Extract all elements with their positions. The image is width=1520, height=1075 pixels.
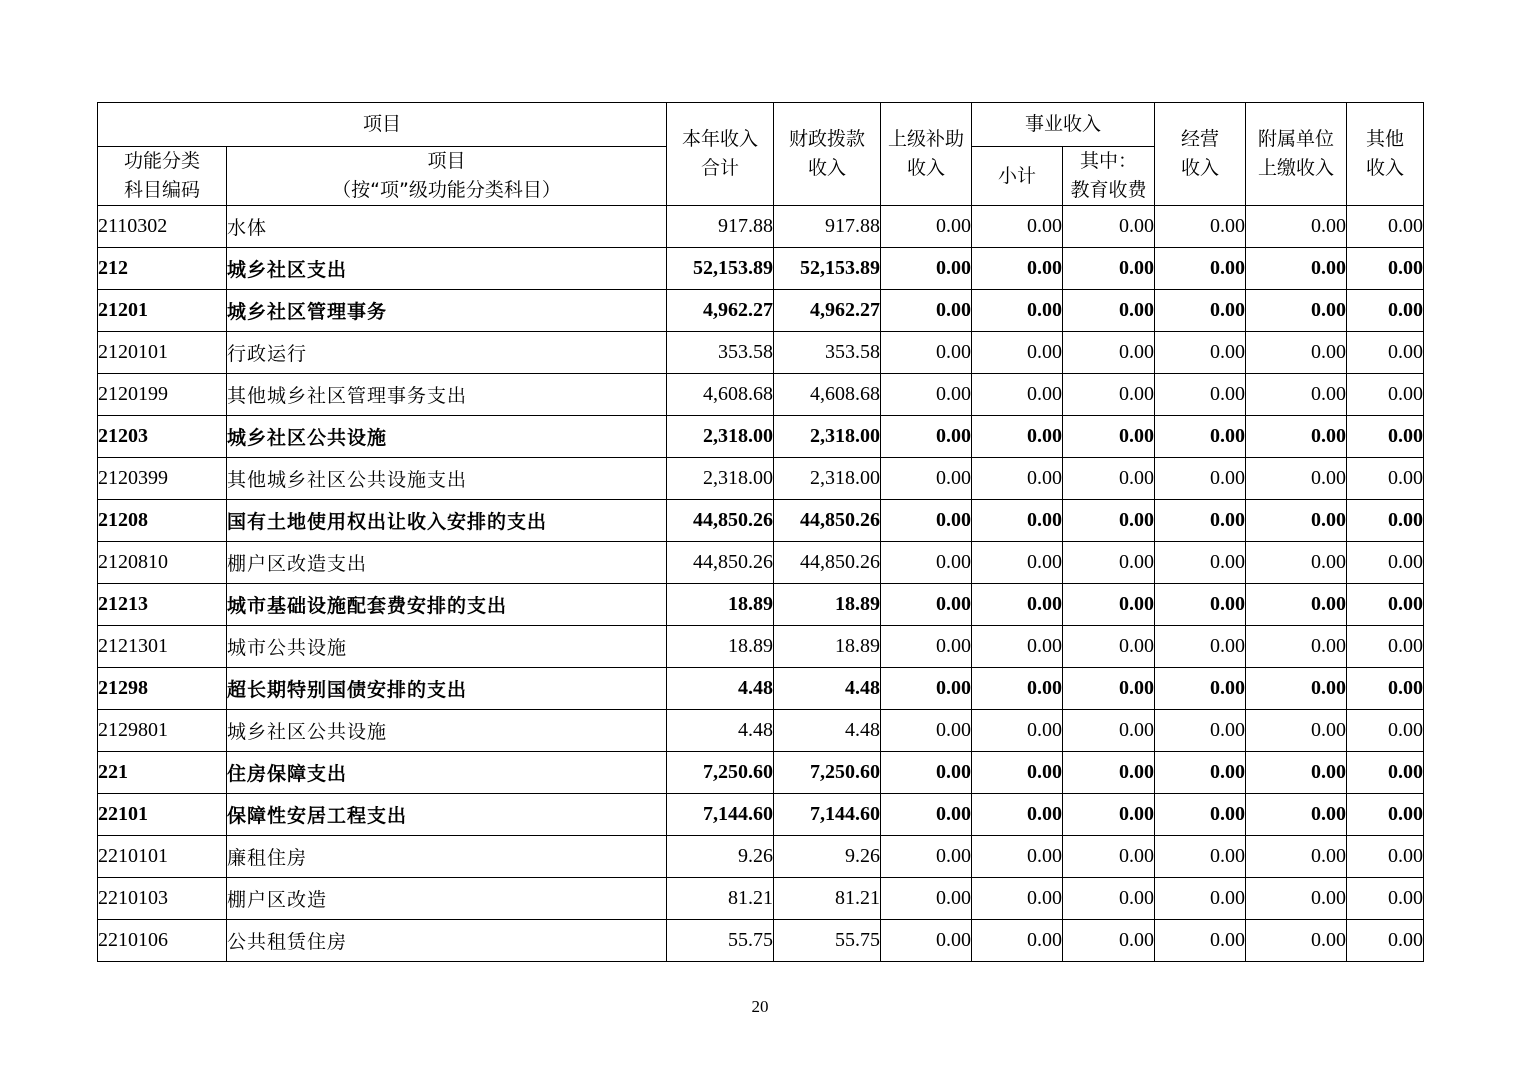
table-row [98, 458, 1424, 500]
cell-other: 0.00 [1347, 500, 1424, 542]
cell-code: 2110302 [98, 206, 227, 248]
cell-superior: 0.00 [881, 836, 972, 878]
cell-superior: 0.00 [881, 500, 972, 542]
table-row [98, 248, 1424, 290]
cell-subtotal: 0.00 [972, 290, 1063, 332]
cell-total: 18.89 [667, 584, 774, 626]
cell-operating: 0.00 [1155, 668, 1246, 710]
cell-other: 0.00 [1347, 794, 1424, 836]
cell-affiliated: 0.00 [1246, 584, 1347, 626]
cell-other: 0.00 [1347, 206, 1424, 248]
cell-operating: 0.00 [1155, 500, 1246, 542]
cell-other: 0.00 [1347, 668, 1424, 710]
cell-code: 2210101 [98, 836, 227, 878]
cell-superior: 0.00 [881, 626, 972, 668]
cell-affiliated: 0.00 [1246, 500, 1347, 542]
cell-operating: 0.00 [1155, 920, 1246, 962]
operating-income-header-line2: 收入 [1181, 157, 1220, 179]
cell-operating: 0.00 [1155, 626, 1246, 668]
cell-name: 其他城乡社区公共设施支出 [227, 458, 667, 500]
cell-superior: 0.00 [881, 668, 972, 710]
cell-subtotal: 0.00 [972, 374, 1063, 416]
cell-other: 0.00 [1347, 416, 1424, 458]
cell-education: 0.00 [1063, 542, 1155, 584]
cell-operating: 0.00 [1155, 794, 1246, 836]
budget-income-table [97, 102, 1424, 962]
cell-superior: 0.00 [881, 794, 972, 836]
other-income-header-line1: 其他 [1366, 128, 1405, 150]
table-row [98, 836, 1424, 878]
cell-subtotal: 0.00 [972, 416, 1063, 458]
table-row [98, 584, 1424, 626]
cell-subtotal: 0.00 [972, 668, 1063, 710]
cell-total: 2,318.00 [667, 416, 774, 458]
cell-fiscal: 44,850.26 [774, 542, 881, 584]
operating-income-header [1155, 103, 1246, 206]
cell-other: 0.00 [1347, 836, 1424, 878]
cell-code: 2210103 [98, 878, 227, 920]
cell-affiliated: 0.00 [1246, 416, 1347, 458]
cell-education: 0.00 [1063, 206, 1155, 248]
cell-code: 2129801 [98, 710, 227, 752]
cell-name: 公共租赁住房 [227, 920, 667, 962]
cell-education: 0.00 [1063, 836, 1155, 878]
table-row [98, 668, 1424, 710]
cell-code: 22101 [98, 794, 227, 836]
cell-other: 0.00 [1347, 584, 1424, 626]
cell-superior: 0.00 [881, 920, 972, 962]
cell-total: 4,608.68 [667, 374, 774, 416]
cell-subtotal: 0.00 [972, 920, 1063, 962]
cell-operating: 0.00 [1155, 332, 1246, 374]
cell-code: 2120101 [98, 332, 227, 374]
cell-operating: 0.00 [1155, 878, 1246, 920]
cell-education: 0.00 [1063, 416, 1155, 458]
cell-fiscal: 917.88 [774, 206, 881, 248]
cell-fiscal: 4,962.27 [774, 290, 881, 332]
cell-superior: 0.00 [881, 710, 972, 752]
cell-education: 0.00 [1063, 332, 1155, 374]
cell-total: 353.58 [667, 332, 774, 374]
subtotal-header: 小计 [972, 147, 1063, 206]
table-row [98, 920, 1424, 962]
cell-affiliated: 0.00 [1246, 248, 1347, 290]
project-group-header: 项目 [98, 103, 667, 147]
table-row [98, 290, 1424, 332]
cell-fiscal: 4.48 [774, 710, 881, 752]
cell-name: 超长期特别国债安排的支出 [227, 668, 667, 710]
cell-other: 0.00 [1347, 878, 1424, 920]
cell-fiscal: 9.26 [774, 836, 881, 878]
cell-total: 44,850.26 [667, 500, 774, 542]
cell-name: 棚户区改造支出 [227, 542, 667, 584]
cell-name: 其他城乡社区管理事务支出 [227, 374, 667, 416]
cell-subtotal: 0.00 [972, 542, 1063, 584]
cell-total: 9.26 [667, 836, 774, 878]
cell-total: 52,153.89 [667, 248, 774, 290]
cell-total: 7,250.60 [667, 752, 774, 794]
cell-name: 城乡社区支出 [227, 248, 667, 290]
cell-subtotal: 0.00 [972, 500, 1063, 542]
cell-total: 81.21 [667, 878, 774, 920]
cell-superior: 0.00 [881, 458, 972, 500]
table-row [98, 626, 1424, 668]
cell-affiliated: 0.00 [1246, 374, 1347, 416]
table-row [98, 752, 1424, 794]
table-row [98, 878, 1424, 920]
cell-name: 城市公共设施 [227, 626, 667, 668]
affiliated-unit-header-line1: 附属单位 [1258, 128, 1335, 150]
table-row [98, 206, 1424, 248]
cell-operating: 0.00 [1155, 458, 1246, 500]
fiscal-appropriation-header-line2: 收入 [808, 157, 847, 179]
cell-affiliated: 0.00 [1246, 836, 1347, 878]
cell-fiscal: 2,318.00 [774, 416, 881, 458]
cell-name: 廉租住房 [227, 836, 667, 878]
cell-other: 0.00 [1347, 290, 1424, 332]
cell-code: 2120199 [98, 374, 227, 416]
cell-affiliated: 0.00 [1246, 794, 1347, 836]
cell-total: 917.88 [667, 206, 774, 248]
cell-operating: 0.00 [1155, 206, 1246, 248]
cell-subtotal: 0.00 [972, 878, 1063, 920]
cell-operating: 0.00 [1155, 290, 1246, 332]
education-fee-header-line1: 其中： [1080, 150, 1138, 172]
business-income-group-header: 事业收入 [972, 103, 1155, 147]
cell-subtotal: 0.00 [972, 206, 1063, 248]
function-code-header [98, 147, 227, 206]
cell-fiscal: 4,608.68 [774, 374, 881, 416]
cell-education: 0.00 [1063, 290, 1155, 332]
cell-subtotal: 0.00 [972, 626, 1063, 668]
fiscal-appropriation-header [774, 103, 881, 206]
cell-total: 4.48 [667, 668, 774, 710]
affiliated-unit-header [1246, 103, 1347, 206]
cell-affiliated: 0.00 [1246, 752, 1347, 794]
cell-fiscal: 52,153.89 [774, 248, 881, 290]
table-row [98, 500, 1424, 542]
cell-operating: 0.00 [1155, 584, 1246, 626]
cell-name: 城市基础设施配套费安排的支出 [227, 584, 667, 626]
cell-total: 44,850.26 [667, 542, 774, 584]
cell-other: 0.00 [1347, 374, 1424, 416]
education-fee-header-line2: 教育收费 [1070, 179, 1147, 201]
page-number: 20 [751, 997, 769, 1016]
cell-superior: 0.00 [881, 206, 972, 248]
cell-education: 0.00 [1063, 752, 1155, 794]
cell-education: 0.00 [1063, 794, 1155, 836]
cell-code: 21203 [98, 416, 227, 458]
table-row [98, 332, 1424, 374]
cell-affiliated: 0.00 [1246, 710, 1347, 752]
cell-name: 住房保障支出 [227, 752, 667, 794]
cell-total: 2,318.00 [667, 458, 774, 500]
cell-total: 4,962.27 [667, 290, 774, 332]
cell-fiscal: 18.89 [774, 626, 881, 668]
cell-subtotal: 0.00 [972, 332, 1063, 374]
cell-fiscal: 44,850.26 [774, 500, 881, 542]
cell-fiscal: 2,318.00 [774, 458, 881, 500]
other-income-header [1347, 103, 1424, 206]
cell-operating: 0.00 [1155, 374, 1246, 416]
total-income-header-line1: 本年收入 [682, 128, 759, 150]
cell-affiliated: 0.00 [1246, 458, 1347, 500]
cell-fiscal: 81.21 [774, 878, 881, 920]
cell-subtotal: 0.00 [972, 752, 1063, 794]
superior-subsidy-header-line2: 收入 [907, 157, 946, 179]
other-income-header-line2: 收入 [1366, 157, 1405, 179]
cell-subtotal: 0.00 [972, 584, 1063, 626]
cell-operating: 0.00 [1155, 752, 1246, 794]
table-row [98, 794, 1424, 836]
fiscal-appropriation-header-line1: 财政拨款 [789, 128, 866, 150]
total-income-header [667, 103, 774, 206]
cell-operating: 0.00 [1155, 542, 1246, 584]
superior-subsidy-header-line1: 上级补助 [888, 128, 965, 150]
item-name-header-line1: 项目 [427, 150, 466, 172]
cell-superior: 0.00 [881, 542, 972, 584]
cell-other: 0.00 [1347, 458, 1424, 500]
cell-superior: 0.00 [881, 248, 972, 290]
cell-code: 221 [98, 752, 227, 794]
cell-education: 0.00 [1063, 248, 1155, 290]
cell-fiscal: 7,144.60 [774, 794, 881, 836]
cell-subtotal: 0.00 [972, 248, 1063, 290]
cell-superior: 0.00 [881, 374, 972, 416]
cell-total: 55.75 [667, 920, 774, 962]
table-row [98, 374, 1424, 416]
table-body [98, 206, 1424, 962]
cell-code: 2120399 [98, 458, 227, 500]
cell-name: 国有土地使用权出让收入安排的支出 [227, 500, 667, 542]
cell-affiliated: 0.00 [1246, 206, 1347, 248]
cell-name: 行政运行 [227, 332, 667, 374]
cell-code: 21208 [98, 500, 227, 542]
function-code-header-line2: 科目编码 [123, 179, 200, 201]
cell-affiliated: 0.00 [1246, 332, 1347, 374]
cell-superior: 0.00 [881, 290, 972, 332]
cell-affiliated: 0.00 [1246, 542, 1347, 584]
cell-total: 18.89 [667, 626, 774, 668]
cell-affiliated: 0.00 [1246, 878, 1347, 920]
cell-other: 0.00 [1347, 710, 1424, 752]
cell-fiscal: 7,250.60 [774, 752, 881, 794]
cell-code: 212 [98, 248, 227, 290]
cell-subtotal: 0.00 [972, 836, 1063, 878]
cell-code: 21298 [98, 668, 227, 710]
cell-education: 0.00 [1063, 584, 1155, 626]
cell-education: 0.00 [1063, 500, 1155, 542]
table-row [98, 542, 1424, 584]
cell-total: 7,144.60 [667, 794, 774, 836]
cell-operating: 0.00 [1155, 248, 1246, 290]
cell-code: 2121301 [98, 626, 227, 668]
cell-name: 城乡社区公共设施 [227, 710, 667, 752]
item-name-header [227, 147, 667, 206]
cell-education: 0.00 [1063, 668, 1155, 710]
cell-education: 0.00 [1063, 920, 1155, 962]
cell-total: 4.48 [667, 710, 774, 752]
cell-other: 0.00 [1347, 626, 1424, 668]
education-fee-header [1063, 147, 1155, 206]
cell-superior: 0.00 [881, 878, 972, 920]
cell-education: 0.00 [1063, 626, 1155, 668]
table-row [98, 710, 1424, 752]
cell-superior: 0.00 [881, 416, 972, 458]
cell-education: 0.00 [1063, 878, 1155, 920]
cell-affiliated: 0.00 [1246, 668, 1347, 710]
cell-other: 0.00 [1347, 248, 1424, 290]
cell-name: 城乡社区公共设施 [227, 416, 667, 458]
cell-superior: 0.00 [881, 752, 972, 794]
cell-affiliated: 0.00 [1246, 290, 1347, 332]
cell-subtotal: 0.00 [972, 794, 1063, 836]
table-row [98, 416, 1424, 458]
cell-education: 0.00 [1063, 458, 1155, 500]
cell-fiscal: 353.58 [774, 332, 881, 374]
cell-affiliated: 0.00 [1246, 626, 1347, 668]
affiliated-unit-header-line2: 上缴收入 [1258, 157, 1335, 179]
cell-name: 水体 [227, 206, 667, 248]
cell-code: 21201 [98, 290, 227, 332]
cell-other: 0.00 [1347, 332, 1424, 374]
cell-name: 保障性安居工程支出 [227, 794, 667, 836]
item-name-header-line2: （按“项”级功能分类科目） [332, 179, 561, 201]
cell-code: 2120810 [98, 542, 227, 584]
cell-fiscal: 55.75 [774, 920, 881, 962]
cell-fiscal: 18.89 [774, 584, 881, 626]
cell-name: 棚户区改造 [227, 878, 667, 920]
cell-operating: 0.00 [1155, 836, 1246, 878]
cell-affiliated: 0.00 [1246, 920, 1347, 962]
cell-code: 2210106 [98, 920, 227, 962]
cell-education: 0.00 [1063, 374, 1155, 416]
cell-operating: 0.00 [1155, 416, 1246, 458]
cell-other: 0.00 [1347, 542, 1424, 584]
cell-subtotal: 0.00 [972, 458, 1063, 500]
operating-income-header-line1: 经营 [1181, 128, 1220, 150]
total-income-header-line2: 合计 [701, 157, 740, 179]
cell-subtotal: 0.00 [972, 710, 1063, 752]
cell-name: 城乡社区管理事务 [227, 290, 667, 332]
superior-subsidy-header [881, 103, 972, 206]
cell-fiscal: 4.48 [774, 668, 881, 710]
cell-code: 21213 [98, 584, 227, 626]
cell-education: 0.00 [1063, 710, 1155, 752]
cell-superior: 0.00 [881, 332, 972, 374]
function-code-header-line1: 功能分类 [123, 150, 200, 172]
cell-other: 0.00 [1347, 920, 1424, 962]
cell-operating: 0.00 [1155, 710, 1246, 752]
cell-other: 0.00 [1347, 752, 1424, 794]
cell-superior: 0.00 [881, 584, 972, 626]
